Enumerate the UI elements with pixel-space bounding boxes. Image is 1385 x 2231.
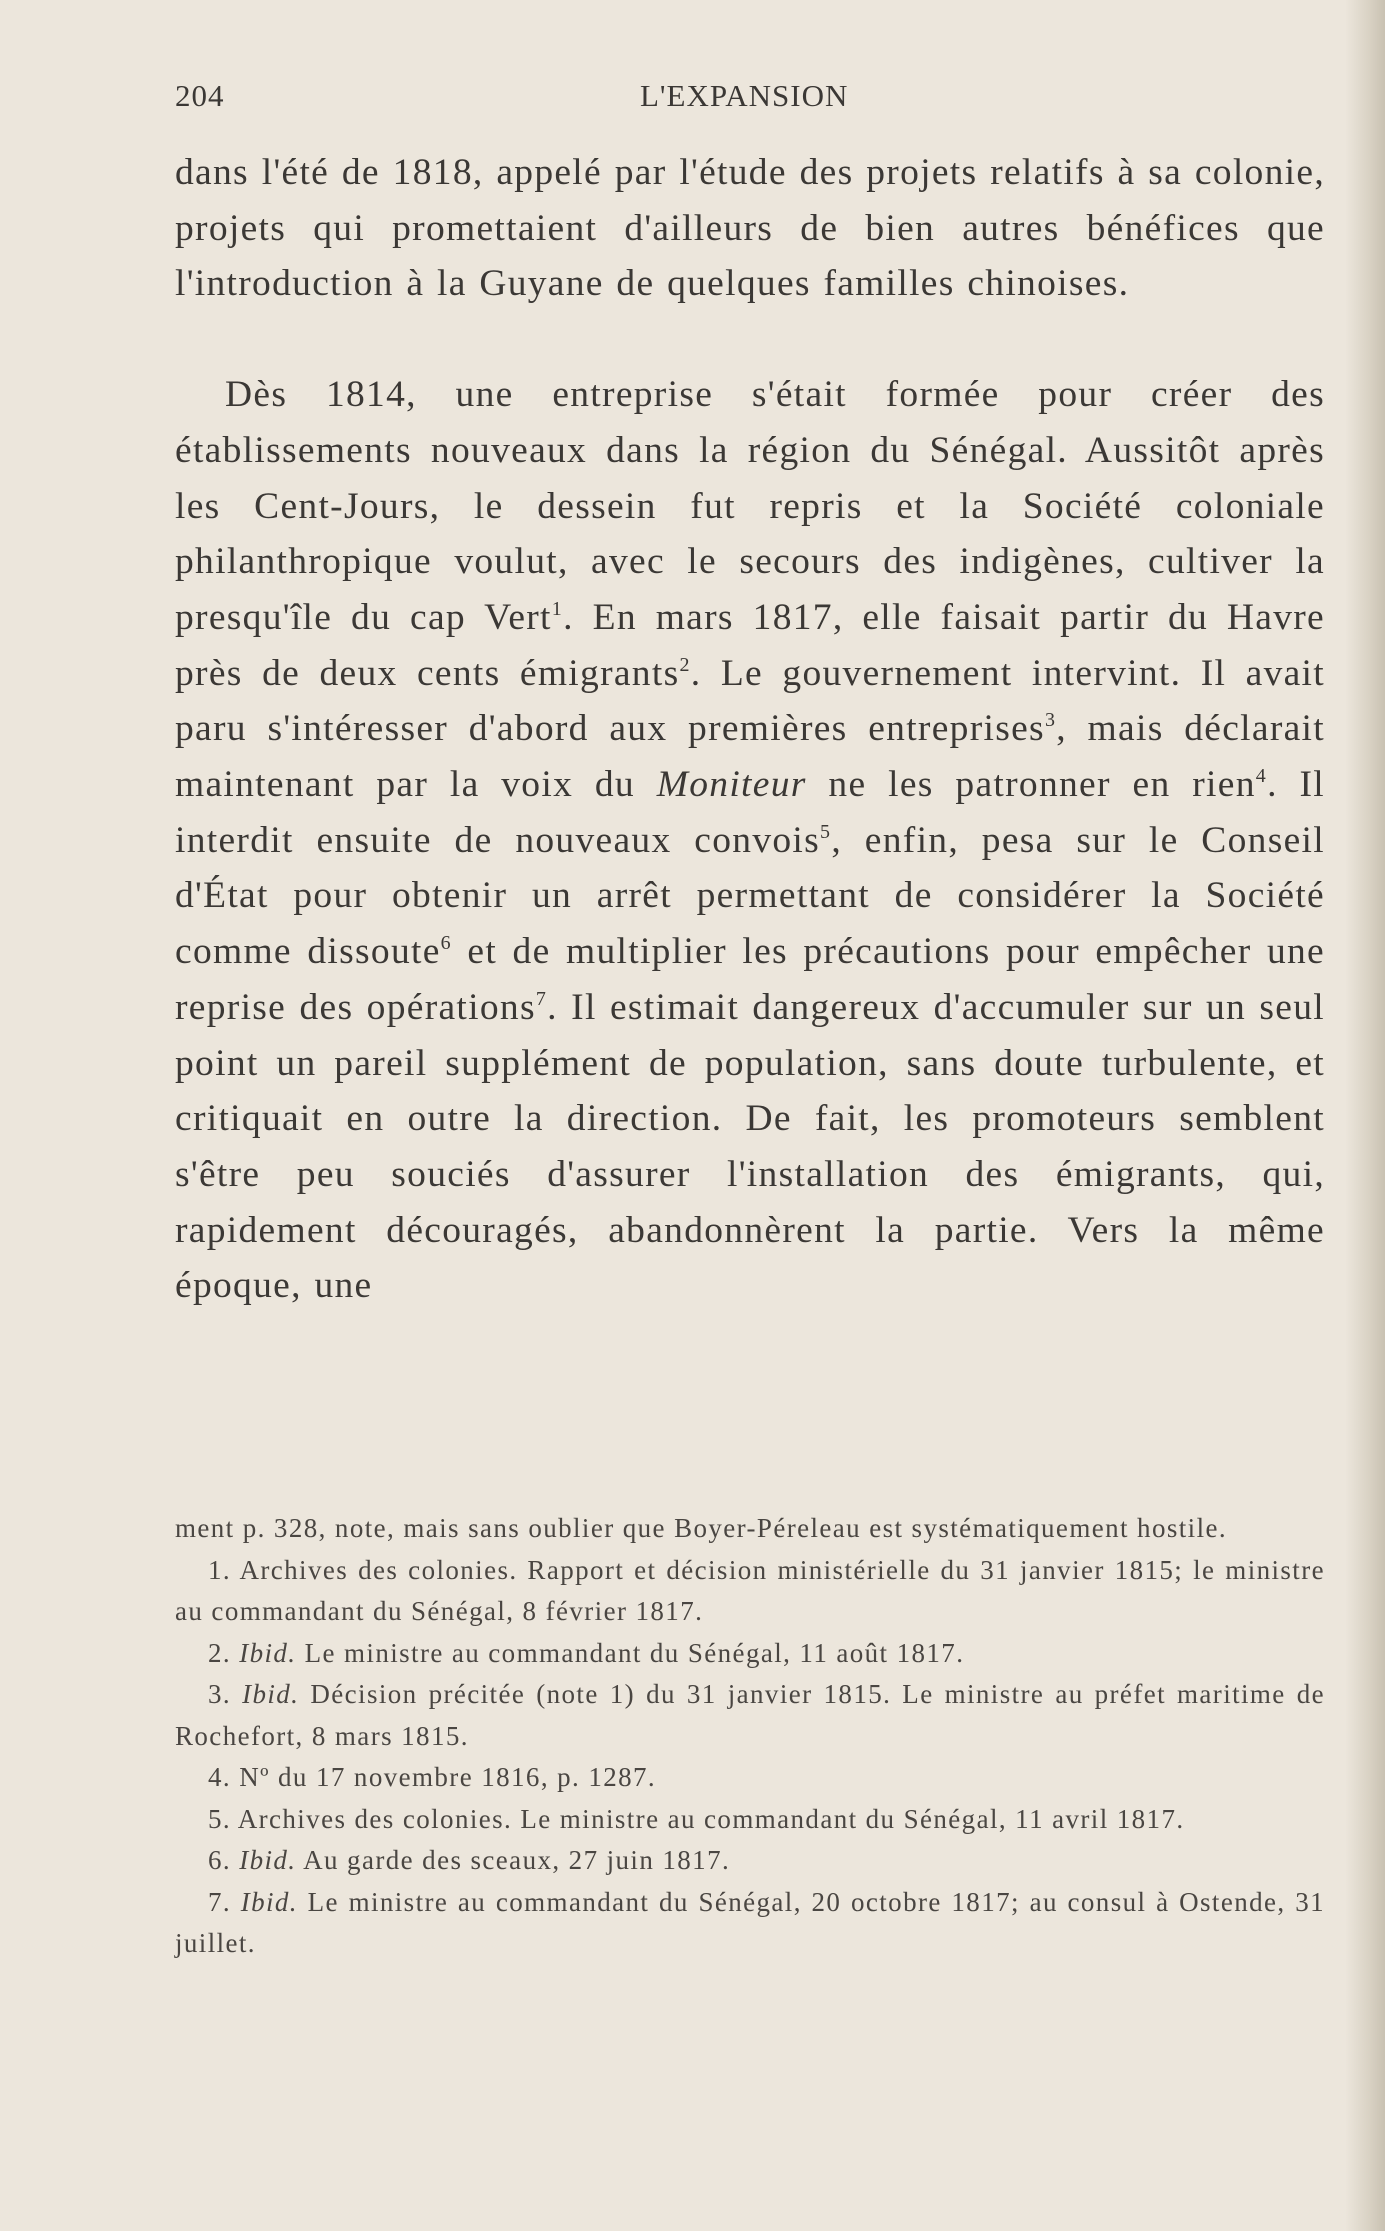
footnote-ref-5: 5 <box>820 820 832 843</box>
page-number: 204 <box>175 78 225 113</box>
footnote-7: 7. Ibid. Le ministre au commandant du Sénégal, 20 octobre 1817; au consul à Ostende, 31 juillet. <box>175 1886 1326 1958</box>
moniteur-title: Moniteur <box>656 764 807 806</box>
footnote-5: 5. Archives des colonies. Le ministre au commandant du Sénégal, 11 avril 1817. <box>208 1803 1185 1834</box>
footnote-1: 1. Archives des colonies. Rapport et décision ministérielle du 31 janvier 1815; le ministre au commandant du Sénégal, 8 février 1817. <box>175 1554 1325 1626</box>
page-edge-shadow <box>1345 0 1385 2231</box>
footnote-ref-4: 4 <box>1255 765 1268 788</box>
footnotes <box>175 1508 1325 1965</box>
footnote-6: 6. Ibid. Au garde des sceaux, 27 juin 1817. <box>208 1845 731 1875</box>
footnote-ref-2: 2 <box>679 653 691 676</box>
footnote-3: 3. Ibid. Décision précitée (note 1) du 31 janvier 1815. Le ministre au préfet maritime de Rochefort, 8 mars 1815. <box>175 1679 1326 1751</box>
footnote-4: 4. Nº du 17 novembre 1816, p. 1287. <box>208 1762 657 1792</box>
footnote-ref-1: 1 <box>551 597 564 620</box>
footnote-ref-3: 3 <box>1044 709 1057 732</box>
page-header <box>175 78 1325 118</box>
paragraph-1: dans l'été de 1818, appelé par l'étude des projets relatifs à sa colonie, projets qui promettaient d'ailleurs de bien autres bénéfices que l'introduction à la Guyane de quelques familles chinoises. <box>175 152 1325 305</box>
footnote-ref-7: 7 <box>535 987 548 1010</box>
footnote-ref-6: 6 <box>440 932 452 955</box>
paragraph-2: Dès 1814, une entreprise s'était formée pour créer des établissements nouveaux dans la région du Sénégal. Aussitôt après les Cent-Jours, le dessein fut repris et la Société coloniale philanthropique voulut, avec le secours des indigènes, cultiver la presqu'île du cap Vert$^1$. En mars 1817, elle faisait partir du Havre près de deux cents émigrants$^2$. Le gouvernement intervint. Il avait paru s'intéresser d'abord aux premières entreprises$^3$, mais déclarait maintenant par la voix du Moniteur ne les patronner en rien$^4$. Il interdit ensuite de nouveaux convois$^5$, enfin, pesa sur le Conseil d'État pour obtenir un arrêt permettant de considérer la Société comme dissoute$^6$ et de multiplier les précautions pour empêcher une reprise des opérations$^7$. Il estimait dangereux d'accumuler sur un seul point un pareil supplément de population, sans doute turbulente, et critiquait en outre la direction. De fait, les promoteurs semblent s'être peu souciés d'assurer l'installation des émigrants, qui, rapidement découragés, abandonnèrent la partie. Vers la même époque, une <box>175 374 1325 1307</box>
footnote-2: 2. Ibid. Le ministre au commandant du Sénégal, 11 août 1817. <box>208 1637 965 1668</box>
footnote-continuation: ment p. 328, note, mais sans oublier que Boyer-Péreleau est systématiquement hostile. <box>175 1513 1228 1543</box>
running-head: L'EXPANSION <box>640 78 849 113</box>
main-text <box>175 145 1325 1314</box>
